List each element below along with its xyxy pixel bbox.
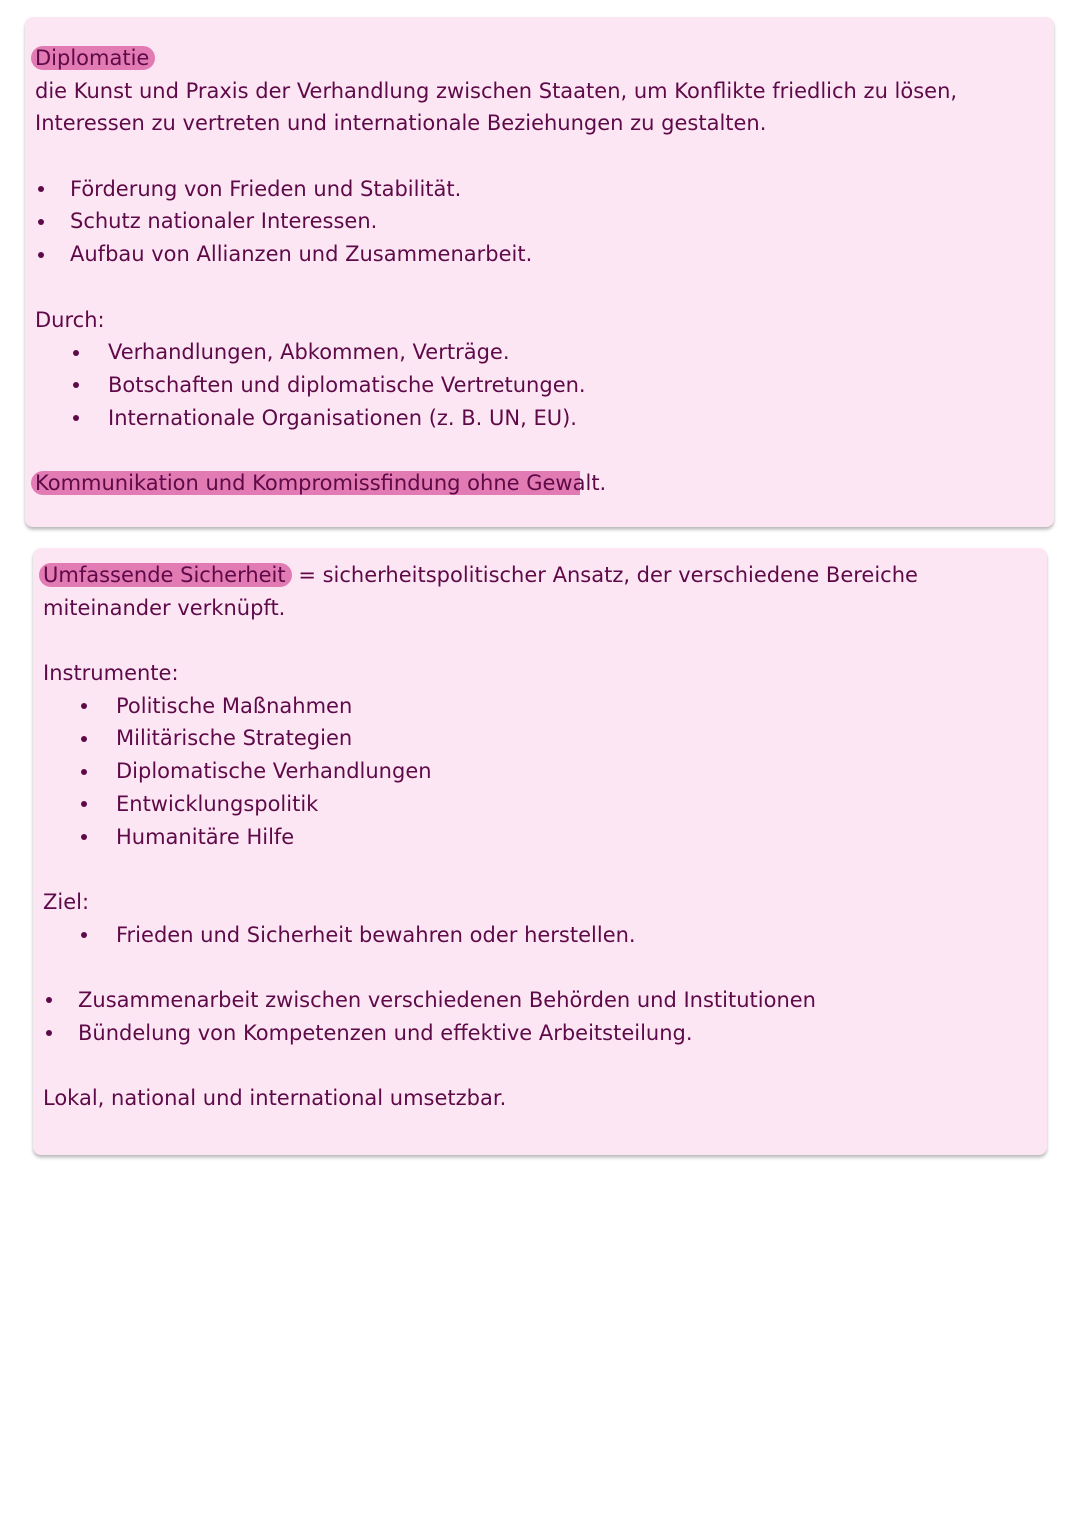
diplomatie-card (25, 17, 1054, 527)
list-item (43, 722, 1037, 755)
sicherheit-card (33, 548, 1047, 1155)
list-item (43, 984, 1037, 1017)
sicherheit-definition (43, 559, 1037, 624)
bullet-icon (38, 186, 44, 192)
list-item (35, 402, 1044, 435)
diplomatie-goal: Schutz nationaler Interessen. (70, 209, 378, 234)
bullet-icon (81, 801, 87, 807)
sicherheit-instrument: Militärische Strategien (116, 726, 353, 751)
list-item (43, 788, 1037, 821)
diplomatie-goal: Förderung von Frieden und Stabilität. (70, 176, 462, 201)
bullet-icon (38, 252, 44, 258)
diplomatie-summary-highlight: Kommunikation und Kompromissfindung ohne Gewal (31, 471, 591, 495)
sicherheit-feature: Bündelung von Kompetenzen und effektive Arbeitsteilung. (78, 1020, 693, 1045)
sicherheit-instrument: Politische Maßnahmen (116, 693, 353, 718)
bullet-icon (81, 736, 87, 742)
sicherheit-title: Umfassende Sicherheit (39, 563, 292, 587)
diplomatie-summary-tail: t. (591, 470, 607, 495)
list-item (35, 205, 1044, 238)
sicherheit-goal: Frieden und Sicherheit bewahren oder herstellen. (116, 922, 636, 947)
diplomatie-means-item: Botschaften und diplomatische Vertretungen. (108, 372, 586, 397)
bullet-icon (81, 769, 87, 775)
bullet-icon (73, 382, 79, 388)
list-item (43, 821, 1037, 854)
sicherheit-instrument: Humanitäre Hilfe (116, 824, 295, 849)
bullet-icon (38, 219, 44, 225)
sicherheit-definition-text: = sicherheitspolitischer Ansatz, der verschiedene Bereiche miteinander verknüpft. (43, 563, 918, 620)
sicherheit-goal-label: Ziel: (43, 889, 90, 914)
list-item (43, 1017, 1037, 1050)
list-item (35, 238, 1044, 271)
bullet-icon (73, 415, 79, 421)
diplomatie-means-label: Durch: (35, 307, 105, 332)
list-item (43, 919, 1037, 952)
sicherheit-instrument: Diplomatische Verhandlungen (116, 759, 432, 784)
bullet-icon (46, 997, 52, 1003)
diplomatie-summary (35, 467, 1044, 500)
diplomatie-means-item: Verhandlungen, Abkommen, Verträge. (108, 340, 510, 365)
sicherheit-instrument: Entwicklungspolitik (116, 791, 319, 816)
list-item (35, 369, 1044, 402)
diplomatie-goal: Aufbau von Allianzen und Zusammenarbeit. (70, 242, 533, 267)
bullet-icon (46, 1030, 52, 1036)
list-item (35, 336, 1044, 369)
bullet-icon (81, 703, 87, 709)
list-item (43, 755, 1037, 788)
sicherheit-instruments-label: Instrumente: (43, 661, 179, 686)
diplomatie-title: Diplomatie (31, 46, 155, 70)
diplomatie-title-line (35, 42, 1044, 75)
list-item (43, 690, 1037, 723)
sicherheit-feature: Zusammenarbeit zwischen verschiedenen Behörden und Institutionen (78, 987, 816, 1012)
diplomatie-definition: die Kunst und Praxis der Verhandlung zwischen Staaten, um Konflikte friedlich zu lösen, Interessen zu vertreten und internationale Beziehungen zu gestalten. (35, 78, 958, 136)
bullet-icon (81, 932, 87, 938)
bullet-icon (81, 834, 87, 840)
diplomatie-means-item: Internationale Organisationen (z. B. UN, EU). (108, 405, 577, 430)
bullet-icon (73, 350, 79, 356)
list-item (35, 173, 1044, 206)
sicherheit-scope: Lokal, national und international umsetzbar. (43, 1086, 507, 1111)
